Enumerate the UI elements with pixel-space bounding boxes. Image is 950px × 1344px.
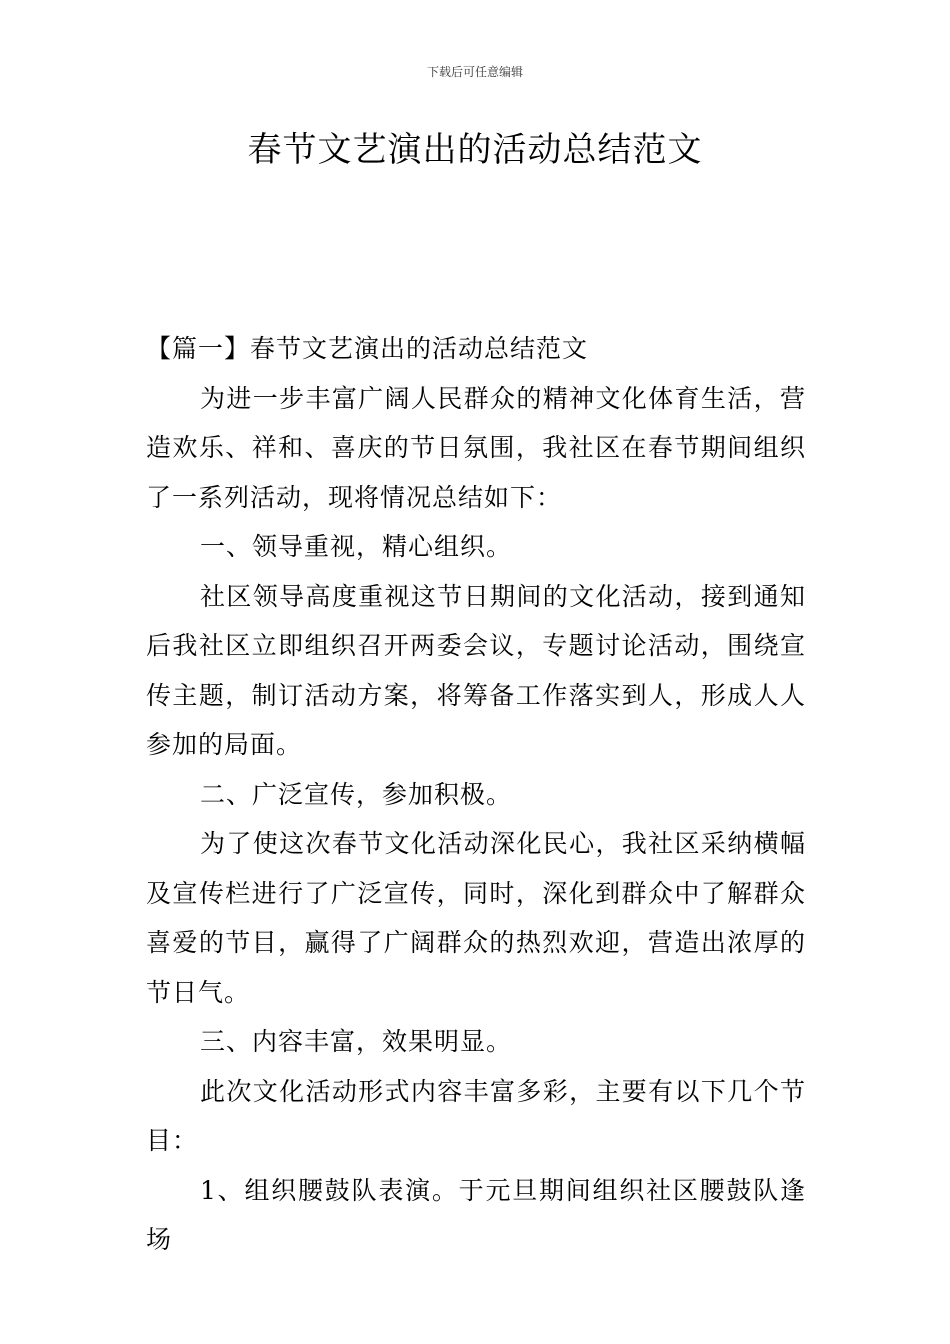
document-title: 春节文艺演出的活动总结范文 [247, 130, 703, 170]
paragraph-content: 此次文化活动形式内容丰富多彩，主要有以下几个节目： [146, 1076, 806, 1155]
paragraph-heading-2: 二、广泛宣传，参加积极。 [200, 779, 513, 809]
paragraph-heading-1: 一、领导重视，精心组织。 [200, 532, 513, 561]
paragraph-leadership: 社区领导高度重视这节日期间的文化活动，接到通知后我社区立即组织召开两委会议，专题讨论活动，围绕宣传主题，制订活动方案，将筹备工作落实到人，形成人人参加的局面。 [146, 581, 806, 759]
paragraph-publicity: 为了使这次春节文化活动深化民心，我社区采纳横幅及宣传栏进行了广泛宣传，同时，深化到群众中了解群众喜爱的节目，赢得了广阔群众的热烈欢迎，营造出浓厚的节日气。 [146, 829, 806, 1007]
paragraph-heading-3: 三、内容丰富，效果明显。 [200, 1027, 513, 1056]
header-note: 下载后可任意编辑 [426, 65, 523, 79]
document-body [146, 324, 806, 1265]
paragraph-intro: 为进一步丰富广阔人民群众的精神文化体育生活，营造欢乐、祥和、喜庆的节日氛围，我社区在春节期间组织了一系列活动，现将情况总结如下： [146, 383, 806, 512]
section-heading: 【篇一】春节文艺演出的活动总结范文 [146, 334, 589, 363]
paragraph-item-1: 1、组织腰鼓队表演。于元旦期间组织社区腰鼓队逢场 [146, 1175, 806, 1254]
